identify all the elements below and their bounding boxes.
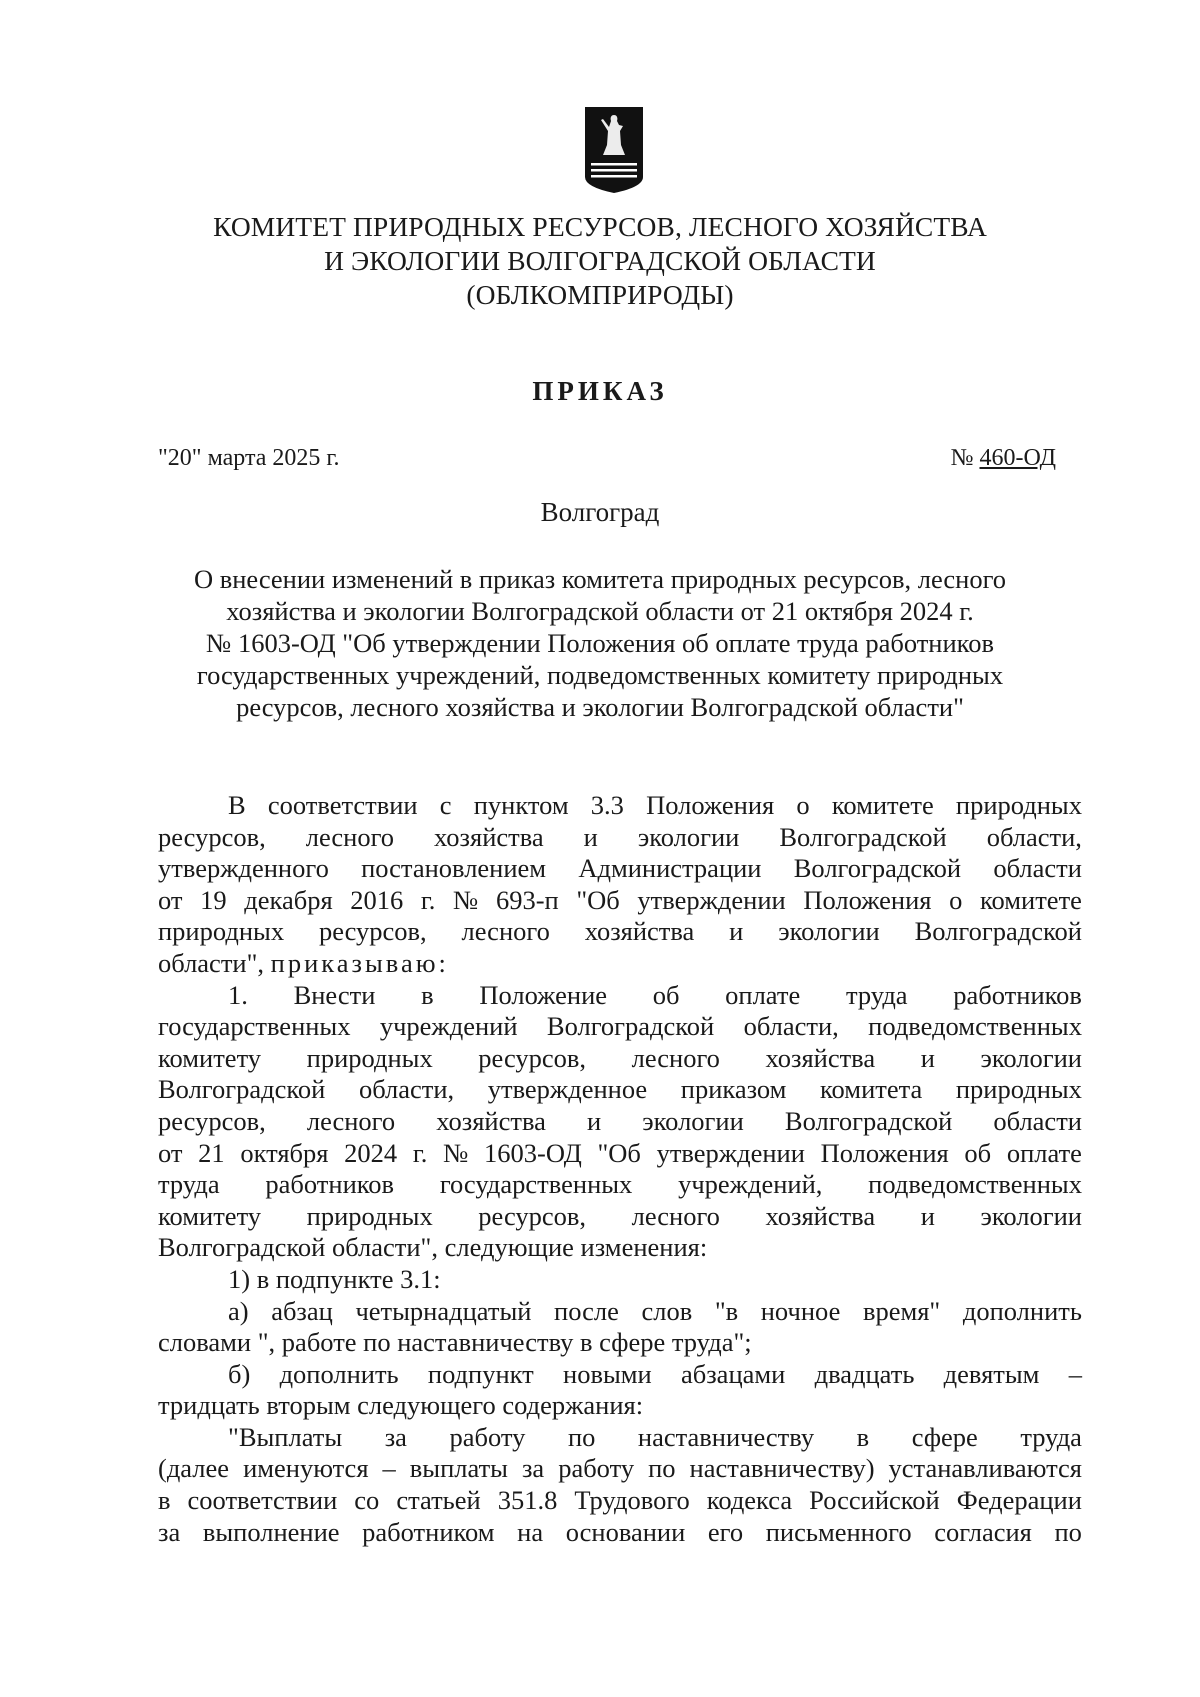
word: новыми [563, 1358, 652, 1389]
word: № [443, 1137, 469, 1168]
word: – [1068, 1358, 1082, 1389]
word: в [421, 979, 434, 1010]
word: девятым [943, 1358, 1040, 1389]
word: работников [265, 1169, 395, 1200]
coat-of-arms-icon [583, 105, 645, 195]
body-line-last: тридцать вторым следующего содержания: [158, 1390, 644, 1421]
word: экологии [642, 1105, 744, 1136]
word: экологии [980, 1200, 1082, 1231]
word: об [964, 1137, 992, 1168]
word: абзац [271, 1295, 333, 1326]
word: Федерации [956, 1485, 1082, 1516]
word: письменного [765, 1516, 912, 1547]
word: наставничеству) [689, 1453, 875, 1484]
word: г. [420, 884, 436, 915]
word: природных [306, 1042, 433, 1073]
word: труда [158, 1169, 220, 1200]
body-line [158, 1422, 1082, 1454]
word: а) [228, 1295, 249, 1326]
word: четырнадцатый [355, 1295, 532, 1326]
organization-line: (ОБЛКОМПРИРОДЫ) [466, 279, 734, 310]
word: Волгоградской [784, 1105, 953, 1136]
subject-line: государственных учреждений, подведомственных комитету природных [196, 660, 1004, 690]
word: "в [714, 1295, 739, 1326]
word: о [796, 790, 810, 820]
word: комитету [158, 1042, 262, 1073]
word: ресурсов, [158, 821, 266, 852]
word: комитету [158, 1200, 262, 1231]
word: сфере [911, 1421, 978, 1452]
word: после [554, 1295, 619, 1326]
document-type: ПРИКАЗ [532, 376, 668, 406]
word: слов [641, 1295, 693, 1326]
word: Волгоградской [158, 1074, 326, 1105]
word: по [1054, 1516, 1082, 1547]
word: ресурсов, [158, 1105, 266, 1136]
word: утверждении [656, 1137, 805, 1168]
word: государственных [158, 1011, 351, 1042]
word: и [583, 821, 598, 852]
word: основании [565, 1516, 686, 1547]
word: кодекса [706, 1485, 793, 1516]
word: 1. [228, 979, 248, 1010]
word: ресурсов, [478, 1042, 587, 1073]
number-prefix: № [950, 445, 974, 471]
word: природных [306, 1200, 433, 1231]
word: за [158, 1516, 181, 1547]
word: г. [412, 1137, 428, 1168]
word: лесного [461, 916, 550, 947]
document-date: "20" марта 2025 г. [158, 445, 340, 471]
word: 1603-ОД [484, 1137, 582, 1168]
word: области, [743, 1011, 839, 1042]
body-line [158, 1485, 1082, 1517]
body-line [158, 1201, 1082, 1233]
word: лесного [306, 1105, 396, 1136]
body-line [158, 916, 1082, 948]
body-line-last: словами ", работе по наставничеству в сфере труда"; [158, 1327, 752, 1358]
body-line [158, 885, 1082, 917]
word: природных [955, 790, 1082, 820]
word: по [648, 1453, 676, 1484]
word: экологии [980, 1042, 1082, 1073]
number-value: 460-ОД [979, 445, 1056, 471]
word: Положения [646, 790, 775, 820]
organization-line: КОМИТЕТ ПРИРОДНЫХ РЕСУРСОВ, ЛЕСНОГО ХОЗЯЙСТВА [213, 211, 987, 242]
word: б) [228, 1358, 251, 1389]
word: комитете [980, 884, 1082, 915]
word: области [993, 853, 1082, 884]
body-line [158, 1359, 1082, 1391]
word: от [158, 1137, 183, 1168]
word: 2024 [344, 1137, 398, 1168]
word: хозяйства [584, 916, 695, 947]
word: именуются [243, 1453, 369, 1484]
word: учреждений, [678, 1169, 823, 1200]
word: Администрации [578, 853, 762, 884]
word: об [652, 979, 680, 1010]
document-subject [150, 563, 1050, 723]
word: Российской [809, 1485, 940, 1516]
body-line [158, 822, 1082, 854]
body-line [158, 790, 1082, 822]
city: Волгоград [540, 497, 660, 527]
word: работников [953, 979, 1082, 1010]
word: экологии [778, 916, 880, 947]
body-line [158, 853, 1082, 885]
body-line [158, 1138, 1082, 1170]
word: № [453, 884, 479, 915]
word: ресурсов, [318, 916, 427, 947]
word: Положение [479, 979, 608, 1010]
word: время" [862, 1295, 941, 1326]
body-line [158, 1517, 1082, 1549]
word: лесного [305, 821, 395, 852]
word: и [920, 1200, 935, 1231]
word: Волгоградской [793, 853, 962, 884]
word: утверждении [637, 884, 786, 915]
word: подведомственных [868, 1011, 1082, 1042]
word: области, [358, 1074, 455, 1105]
word: учреждений [379, 1011, 518, 1042]
word: соответствии [267, 790, 418, 820]
word: и [920, 1042, 935, 1073]
body-line [158, 1106, 1082, 1138]
word: Волгоградской [914, 916, 1082, 947]
word: устанавливаются [888, 1453, 1082, 1484]
word: ресурсов, [478, 1200, 587, 1231]
word: за [384, 1421, 407, 1452]
word: работу [558, 1453, 635, 1484]
document-number [951, 443, 1056, 473]
word: утвержденного [158, 853, 329, 884]
body-text: области", [158, 947, 265, 978]
word: Волгоградской [546, 1011, 715, 1042]
body-line-last [158, 948, 1082, 980]
word: "Об [597, 1137, 641, 1168]
word: его [707, 1516, 744, 1547]
word: Трудового [574, 1485, 690, 1516]
body-line [158, 1074, 1082, 1106]
body-line-last: Волгоградской области", следующие изменения: [158, 1232, 708, 1263]
word: оплате [725, 979, 801, 1010]
word: работником [362, 1516, 495, 1547]
organization-line: И ЭКОЛОГИИ ВОЛГОГРАДСКОЙ ОБЛАСТИ [324, 245, 876, 276]
body-line [158, 980, 1082, 1012]
word: и [586, 1105, 602, 1136]
word: подведомственных [868, 1169, 1082, 1200]
word: и [729, 916, 744, 947]
word: декабря [244, 884, 333, 915]
word: лесного [631, 1200, 720, 1231]
word: с [439, 790, 452, 820]
word: "Об [576, 884, 620, 915]
word: пунктом [473, 790, 569, 820]
word: дополнить [279, 1358, 399, 1389]
body-line [158, 1043, 1082, 1075]
word: 351.8 [497, 1485, 558, 1516]
word: в [856, 1421, 870, 1452]
word: природных [955, 1074, 1082, 1105]
word: области [993, 1105, 1082, 1136]
word: Внести [293, 979, 376, 1010]
word: Волгоградской [779, 821, 947, 852]
body-line [158, 1169, 1082, 1201]
subject-line: хозяйства и экологии Волгоградской области от 21 октября 2024 г. [226, 596, 974, 626]
word: комитете [831, 790, 934, 820]
word: – [382, 1453, 396, 1484]
organization-name [150, 210, 1050, 312]
word: октября [240, 1137, 329, 1168]
word: хозяйства [434, 821, 544, 852]
word: 3.3 [590, 790, 624, 820]
word: статьей [396, 1485, 481, 1516]
word: области, [986, 821, 1082, 852]
word: наставничеству [637, 1421, 815, 1452]
subject-line: О внесении изменений в приказ комитета природных ресурсов, лесного [193, 564, 1007, 594]
order-word: приказываю: [270, 947, 449, 978]
word: В [228, 790, 246, 820]
word: дополнить [962, 1295, 1082, 1326]
word: абзацами [680, 1358, 786, 1389]
word: работу [449, 1421, 526, 1452]
word: за [521, 1453, 545, 1484]
word: 21 [198, 1137, 225, 1168]
body-line [158, 1453, 1082, 1485]
word: приказом [680, 1074, 787, 1105]
word: экологии [637, 821, 740, 852]
word: государственных [439, 1169, 633, 1200]
word: (далее [158, 1453, 230, 1484]
word: со [354, 1485, 380, 1516]
word: выплаты [409, 1453, 508, 1484]
word: ночное [760, 1295, 841, 1326]
subject-line: ресурсов, лесного хозяйства и экологии Волгоградской области" [236, 692, 964, 722]
document-body [158, 790, 1082, 1548]
subject-line: № 1603-ОД "Об утверждении Положения об оплате труда работников [206, 628, 994, 658]
word: "Выплаты [228, 1421, 343, 1452]
word: утвержденное [487, 1074, 648, 1105]
word: Положения [803, 884, 932, 915]
word: труда [845, 979, 908, 1010]
body-line [158, 1011, 1082, 1043]
body-line [158, 1296, 1082, 1328]
word: 19 [200, 884, 227, 915]
word: постановлением [361, 853, 547, 884]
word: о [949, 884, 963, 915]
word: 2016 [350, 884, 404, 915]
word: по [567, 1421, 596, 1452]
word: хозяйства [436, 1105, 546, 1136]
word: оплате [1006, 1137, 1082, 1168]
word: в [158, 1485, 171, 1516]
word: Положения [820, 1137, 949, 1168]
word: лесного [631, 1042, 720, 1073]
word: соответствии [187, 1485, 338, 1516]
word: хозяйства [765, 1200, 876, 1231]
word: подпункт [427, 1358, 534, 1389]
word: 693-п [495, 884, 559, 915]
word: двадцать [814, 1358, 915, 1389]
body-line-last: 1) в подпункте 3.1: [228, 1263, 441, 1294]
word: согласия [934, 1516, 1032, 1547]
word: на [517, 1516, 544, 1547]
word: от [158, 884, 183, 915]
word: выполнение [202, 1516, 340, 1547]
word: комитета [820, 1074, 923, 1105]
word: хозяйства [765, 1042, 876, 1073]
word: труда [1020, 1421, 1082, 1452]
word: природных [158, 916, 285, 947]
